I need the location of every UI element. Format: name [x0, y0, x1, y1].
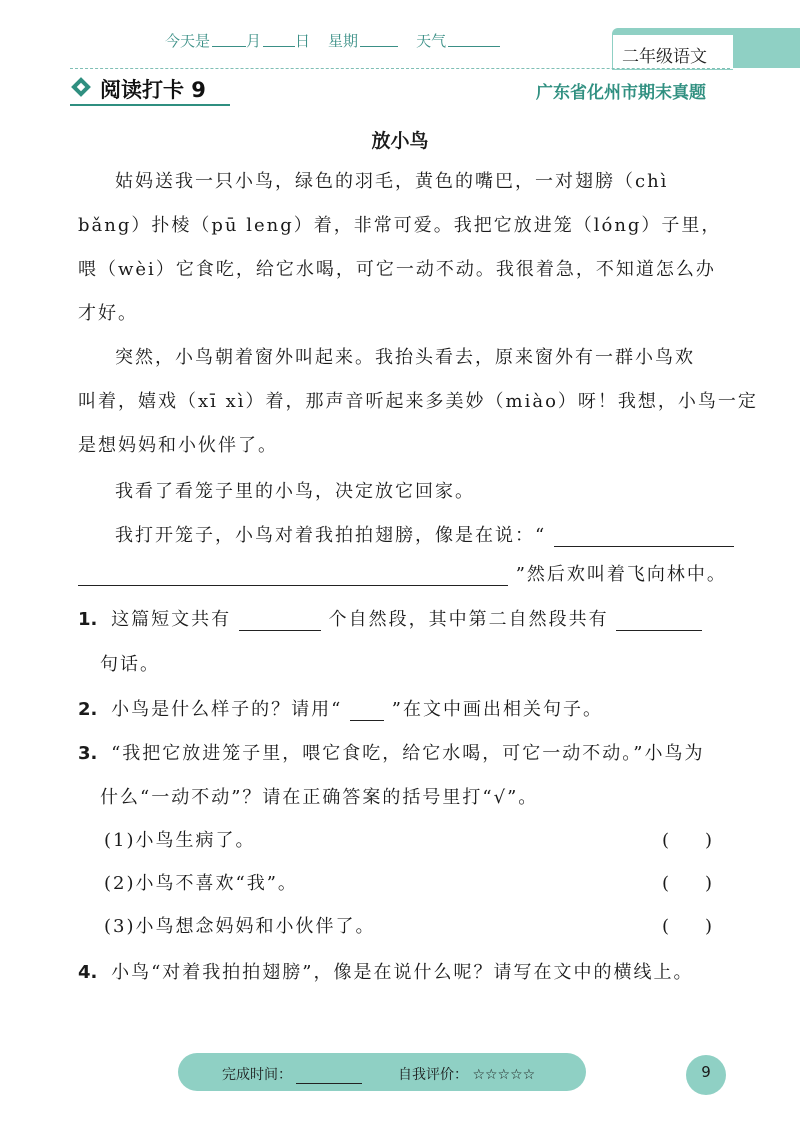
card-title: 阅读打卡 9 [100, 78, 206, 102]
sentence-count-blank[interactable] [616, 612, 702, 631]
bird-speech-blank[interactable] [554, 528, 734, 547]
self-evaluation-label: 自我评价： [398, 1067, 468, 1083]
question-4 [78, 958, 694, 984]
header-divider [70, 68, 730, 70]
rating-stars-icon[interactable]: ☆☆☆☆☆ [472, 1067, 536, 1083]
answer-bracket-1[interactable]: ( ) [662, 830, 713, 851]
option-2: (2)小鸟不喜欢“我”。 [104, 873, 298, 894]
story-quote-text: 我打开笼子，小鸟对着我拍拍翅膀，像是在说：“ [115, 525, 547, 546]
underline-sample [350, 702, 384, 721]
story-quote-end-line [78, 560, 727, 586]
question-4-text: 小鸟“对着我拍拍翅膀”，像是在说什么呢？请写在文中的横线上。 [111, 962, 694, 983]
question-1-text-a: 这篇短文共有 [111, 609, 232, 630]
month-label: 月 [246, 32, 262, 50]
day-blank[interactable] [263, 30, 295, 47]
day-label: 日 [295, 32, 311, 50]
card-title-underline [70, 104, 230, 106]
answer-bracket-2[interactable]: ( ) [662, 873, 713, 894]
page-number: 9 [701, 1063, 711, 1081]
question-1 [78, 605, 702, 631]
month-blank[interactable] [212, 30, 246, 47]
answer-bracket-3[interactable]: ( ) [662, 916, 713, 937]
question-2 [78, 695, 603, 721]
bird-speech-blank-2[interactable] [78, 567, 508, 586]
story-line: 我看了看笼子里的小鸟，决定放它回家。 [115, 481, 475, 502]
weekday-label: 星期 [328, 32, 359, 50]
date-line [165, 30, 500, 51]
question-2-text-a: 小鸟是什么样子的？请用“ [111, 699, 343, 720]
weekday-blank[interactable] [360, 30, 398, 47]
option-1: (1)小鸟生病了。 [104, 830, 256, 851]
question-3-cont: 什么“一动不动”？请在正确答案的括号里打“√”。 [100, 787, 539, 808]
story-line: 叫着，嬉戏（xī xì）着，那声音听起来多美妙（miào）呀！我想，小鸟一定 [78, 391, 758, 412]
story-quote-line [115, 521, 734, 547]
weather-label: 天气 [416, 32, 447, 50]
question-2-text-b: ”在文中画出相关句子。 [391, 699, 603, 720]
story-line: 喂（wèi）它食吃，给它水喝，可它一动不动。我很着急，不知道怎么办 [78, 259, 716, 280]
exam-source: 广东省化州市期末真题 [536, 83, 706, 103]
question-3-number: 3. [78, 743, 98, 764]
question-2-number: 2. [78, 699, 98, 720]
story-line: 姑妈送我一只小鸟，绿色的羽毛，黄色的嘴巴，一对翅膀（chì [115, 171, 669, 192]
today-label: 今天是 [165, 32, 211, 50]
self-evaluation [398, 1064, 535, 1084]
story-line: 是想妈妈和小伙伴了。 [78, 435, 278, 456]
question-1-number: 1. [78, 609, 98, 630]
option-3: (3)小鸟想念妈妈和小伙伴了。 [104, 916, 376, 937]
story-quote-end: ”然后欢叫着飞向林中。 [515, 564, 727, 585]
completion-time-blank[interactable] [296, 1069, 362, 1084]
completion-time-label: 完成时间： [222, 1067, 292, 1083]
question-4-number: 4. [78, 962, 98, 983]
paragraph-count-blank[interactable] [239, 612, 321, 631]
story-line: 突然，小鸟朝着窗外叫起来。我抬头看去，原来窗外有一群小鸟欢 [115, 347, 695, 368]
question-3-text: “我把它放进笼子里，喂它食吃，给它水喝，可它一动不动。”小鸟为 [111, 743, 705, 764]
story-line: bǎng）扑棱（pū leng）着，非常可爱。我把它放进笼（lóng）子里， [78, 215, 722, 236]
question-1-text-b: 个自然段，其中第二自然段共有 [328, 609, 609, 630]
grade-label: 二年级语文 [622, 47, 707, 67]
story-title: 放小鸟 [371, 130, 429, 152]
question-1-cont: 句话。 [100, 654, 160, 675]
weather-blank[interactable] [448, 30, 500, 47]
completion-time [222, 1064, 362, 1084]
story-line: 才好。 [78, 303, 138, 324]
question-3 [78, 739, 705, 765]
